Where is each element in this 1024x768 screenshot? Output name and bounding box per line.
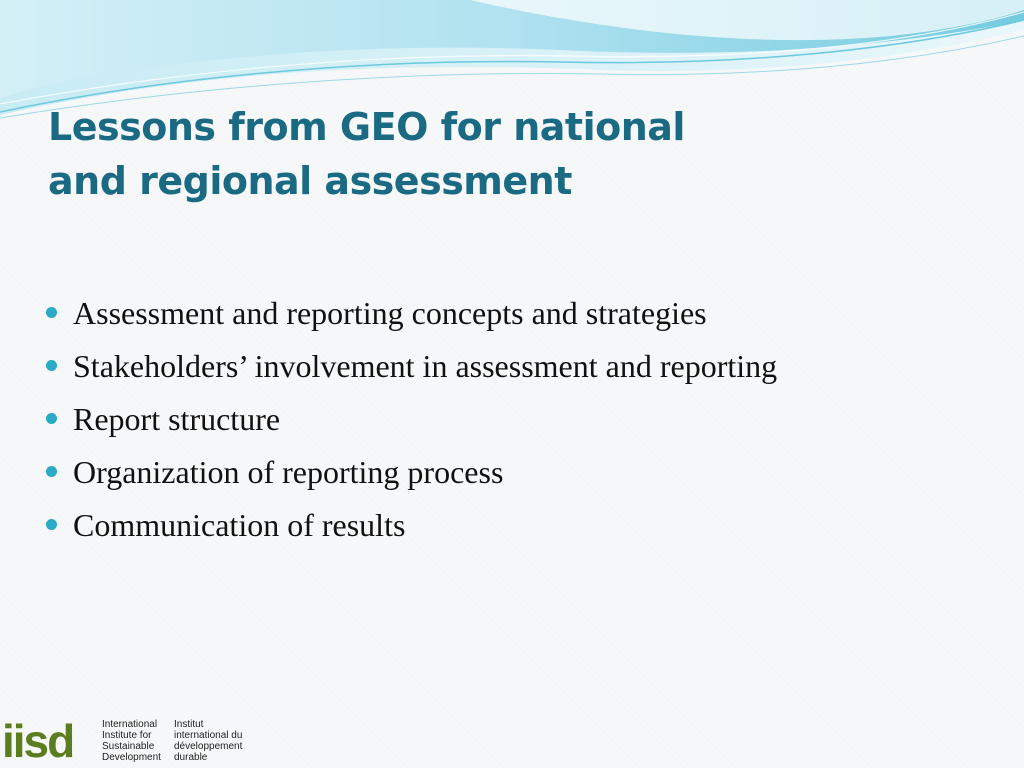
bullet-text: Organization of reporting process — [73, 454, 504, 490]
bullet-text: Stakeholders’ involvement in assessment and reporting — [73, 348, 778, 384]
bullet-item — [44, 504, 944, 546]
logo-french-line: international du — [174, 730, 243, 741]
bullet-text: Assessment and reporting concepts and strategies — [73, 295, 707, 331]
bullet-dot-icon — [46, 360, 57, 371]
bullet-item — [44, 345, 944, 387]
iisd-logo — [2, 716, 262, 766]
logo-english-line: International — [102, 719, 158, 730]
iisd-logo-mark: iisd — [2, 715, 74, 767]
logo-english-line: Institute for — [102, 730, 152, 741]
bullet-item — [44, 451, 944, 493]
bullet-dot-icon — [46, 519, 57, 530]
bullet-dot-icon — [46, 413, 57, 424]
bullet-dot-icon — [46, 466, 57, 477]
logo-french-line: durable — [174, 752, 208, 763]
logo-french-line: développement — [174, 741, 243, 752]
bullet-item — [44, 398, 944, 440]
slide-title-line-1: Lessons from GEO for national — [48, 105, 685, 149]
bullet-list — [44, 292, 944, 557]
logo-french-line: Institut — [174, 719, 204, 730]
slide-title-line-2: and regional assessment — [48, 159, 572, 203]
bullet-dot-icon — [46, 307, 57, 318]
logo-english-line: Development — [102, 752, 161, 763]
iisd-logo-english — [102, 719, 161, 763]
bullet-text: Report structure — [73, 401, 281, 437]
slide-title — [48, 100, 948, 208]
bullet-item — [44, 292, 944, 334]
iisd-logo-french — [174, 719, 242, 763]
logo-english-line: Sustainable — [102, 741, 155, 752]
bullet-text: Communication of results — [73, 507, 406, 543]
